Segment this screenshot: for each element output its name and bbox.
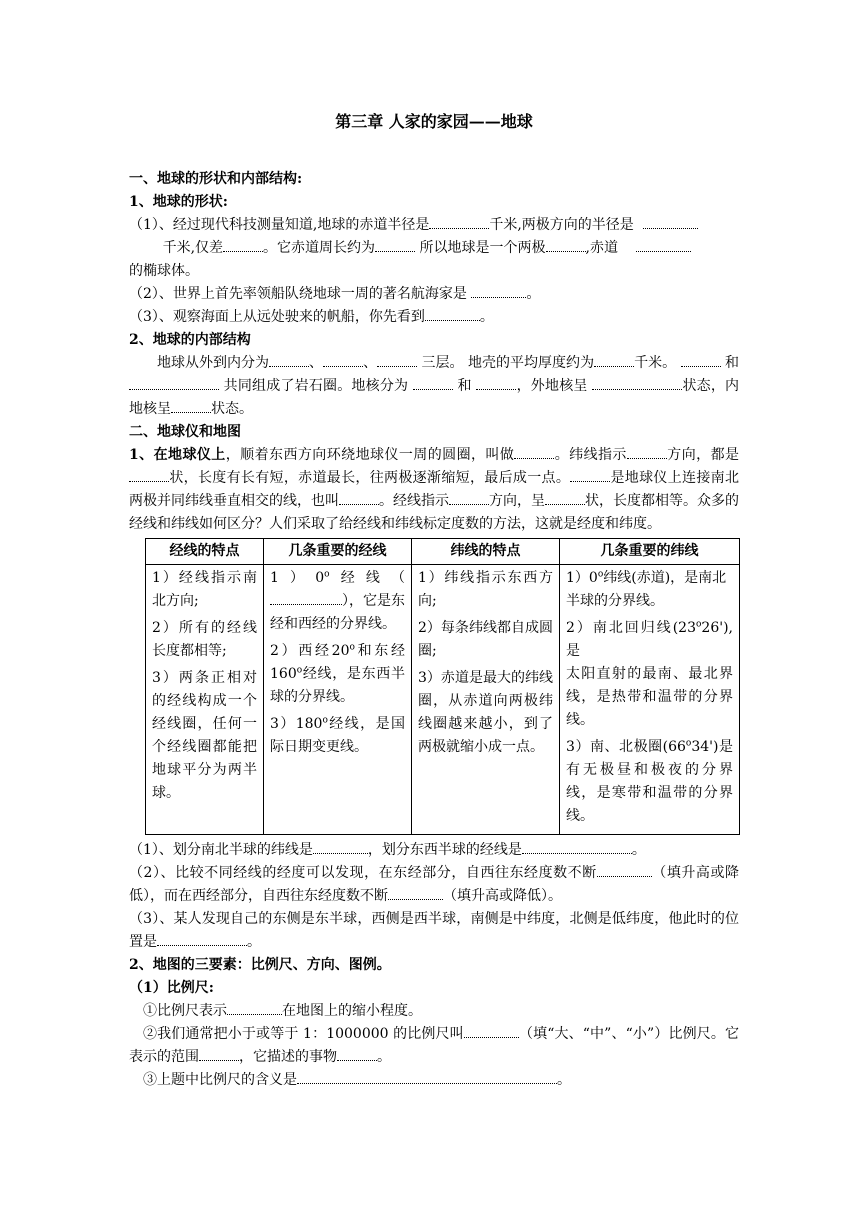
blank[interactable] <box>627 445 667 459</box>
text: 。 <box>479 309 494 325</box>
question-navigator <box>129 283 739 306</box>
blank[interactable] <box>388 886 443 900</box>
text: 2）西经20 <box>270 643 350 659</box>
list-item: 1）经线指示南北方向; <box>152 570 257 609</box>
question-longitude-change <box>129 862 739 908</box>
text: 1）0 <box>270 570 325 586</box>
blank[interactable] <box>129 376 219 390</box>
text: 地球从外到内分为 <box>157 355 270 371</box>
text: 和 <box>457 378 472 394</box>
list-item: 1）纬线指示东西方向; <box>418 570 553 609</box>
blank[interactable] <box>514 445 554 459</box>
text: 3）南、北极圈(66 <box>566 739 686 755</box>
list-item <box>270 567 405 636</box>
text: 状态，内地核呈 <box>129 378 740 417</box>
page-title: 第三章 人家的家园——地球 <box>335 112 533 131</box>
text: 。 <box>377 1049 391 1065</box>
text: 。 <box>526 286 541 302</box>
text: 经线，是东西半球的分界线。 <box>270 666 405 705</box>
blank[interactable] <box>425 307 480 321</box>
text: 3）180 <box>270 716 323 732</box>
blank[interactable] <box>592 376 682 390</box>
section-heading-2: 二、地球仪和地图 <box>129 424 241 440</box>
subheading-earth-structure: 2、地球的内部结构 <box>129 332 251 348</box>
text: 26'),是 <box>566 620 733 659</box>
text: 在地图上的缩小程度。 <box>282 1003 422 1019</box>
text: 方向，都是 <box>666 447 740 463</box>
text: 半球的分界线。 <box>566 593 664 609</box>
degree-sign: o <box>296 665 303 676</box>
text: 太阳直射的最南、最北界线，是热带和温带的分界线。 <box>566 666 733 728</box>
table-cell-important-meridians <box>264 565 412 835</box>
text: 经线，是国际日期变更线。 <box>270 716 405 755</box>
degree-sign: o <box>685 738 692 749</box>
question-scale-definition <box>129 1069 739 1092</box>
text: ，它描述的事物 <box>239 1049 337 1065</box>
table-header: 几条重要的经线 <box>264 539 412 565</box>
text: 和东经160 <box>270 643 405 682</box>
text: 1）0 <box>566 570 598 586</box>
blank[interactable] <box>636 238 691 252</box>
blank[interactable] <box>269 353 309 367</box>
text: （3）、某人发现自己的东侧是东半球，西侧是西半球，南侧是中纬度，北侧是低纬度，他此时的位置是 <box>129 911 739 950</box>
blank[interactable] <box>449 491 489 505</box>
text: 状态。 <box>211 401 253 417</box>
blank[interactable] <box>681 353 721 367</box>
text: 的椭球体。 <box>129 263 199 279</box>
subheading-map-elements: 2、地图的三要素：比例尺、方向、图例。 <box>129 957 391 973</box>
degree-sign: o <box>696 619 702 630</box>
blank[interactable] <box>339 491 379 505</box>
list-item <box>566 617 733 732</box>
text: 状，长度都相等。众多的经线和纬线如何区分？人们采取了给经线和纬线标定度数的方法，这就是经度和纬度。 <box>129 493 739 532</box>
blank[interactable] <box>476 376 516 390</box>
text: ③上题中比例尺的含义是 <box>143 1072 297 1088</box>
list-item <box>566 736 733 828</box>
blank[interactable] <box>223 238 263 252</box>
table-header: 经线的特点 <box>146 539 264 565</box>
text: 2）南北回归线(23 <box>566 620 696 636</box>
text: 千米,仅差 <box>162 240 224 256</box>
worksheet-page <box>129 110 739 1092</box>
question-earth-radius <box>129 214 739 283</box>
blank[interactable] <box>270 591 342 605</box>
degree-sign: o <box>597 569 604 580</box>
text: 和 <box>725 355 740 371</box>
text: 。 <box>631 842 646 858</box>
text: （3）、观察海面上从远处驶来的帆船，你先看到 <box>129 309 425 325</box>
section-heading-1: 一、地球的形状和内部结构: <box>129 171 303 187</box>
degree-sign: o <box>349 642 355 653</box>
text: ，顺着东西方向环绕地球仪一周的圆圈，叫做 <box>225 447 515 463</box>
blank[interactable] <box>199 1047 239 1061</box>
table-cell-meridian-features <box>146 565 264 835</box>
text: 是地球仪上连接南北两极并同纬线垂直相交的线，也叫 <box>129 470 739 509</box>
text: ），它是东经和西经的分界线。 <box>270 593 405 632</box>
text: 千米,两极方向的半径是 <box>489 217 634 233</box>
blank[interactable] <box>375 238 415 252</box>
blank[interactable] <box>413 376 453 390</box>
blank[interactable] <box>570 468 610 482</box>
text: 。纬线指示 <box>554 447 627 463</box>
blank[interactable] <box>522 840 632 854</box>
table-header: 几条重要的纬线 <box>560 539 740 565</box>
blank[interactable] <box>464 1024 519 1038</box>
blank[interactable] <box>171 399 211 413</box>
text: 三层。 地壳的平均厚度约为 <box>421 355 595 371</box>
text: 。 <box>557 1072 571 1088</box>
blank[interactable] <box>157 932 247 946</box>
blank[interactable] <box>337 1047 377 1061</box>
question-sailboat <box>129 306 739 329</box>
paragraph-earth-structure <box>129 352 739 421</box>
list-item <box>566 567 733 613</box>
list-item: 3）两条正相对的经线构成一个经线圈，任何一个经线圈都能把地球平分为两半球。 <box>152 670 257 801</box>
subheading-scale: （1）比例尺: <box>129 980 214 996</box>
table-cell-parallel-features <box>412 565 560 835</box>
text: （2）、世界上首先率领船队绕地球一周的著名航海家是 <box>129 286 467 302</box>
text: 、 <box>363 355 378 371</box>
list-item: 2）每条纬线都自成圆圈; <box>418 620 553 659</box>
text: 。 <box>247 934 261 950</box>
paragraph-globe <box>129 444 739 536</box>
text: 经线（ <box>329 570 405 586</box>
text: 。它赤道周长约为 <box>263 240 376 256</box>
blank[interactable] <box>594 353 634 367</box>
text: ①比例尺表示 <box>143 1003 227 1019</box>
blank[interactable] <box>429 215 489 229</box>
table-cell-important-parallels <box>560 565 740 835</box>
blank[interactable] <box>323 353 363 367</box>
text: （填升高或降低），而在西经部分，自西往东经度数不断 <box>129 865 740 904</box>
list-item: 3）赤道是最大的纬线圈，从赤道向两极纬线圈越来越小，到了两极就缩小成一点。 <box>418 670 553 755</box>
blank[interactable] <box>546 238 586 252</box>
blank[interactable] <box>313 840 368 854</box>
table-row <box>146 565 740 835</box>
blank[interactable] <box>471 284 526 298</box>
blank[interactable] <box>129 468 169 482</box>
text: 状，长度有长有短，赤道最长，往两极逐渐缩短，最后成一点。 <box>169 470 571 486</box>
question-scale-meaning <box>129 1000 739 1023</box>
text: （填升高或降低）。 <box>443 888 562 904</box>
text: 纬线(赤道)，是南北 <box>603 570 727 586</box>
blank[interactable] <box>377 353 417 367</box>
list-item <box>270 713 405 759</box>
text: （2）、比较不同经线的经度可以发现，在东经部分，自西往东经度数不断 <box>129 865 597 881</box>
text: 。经线指示 <box>379 493 449 509</box>
text: 所以地球是一个两极 <box>419 240 546 256</box>
text: ②我们通常把小于或等于 1：1000000 的比例尺叫 <box>143 1026 464 1042</box>
text: ,赤道 <box>585 240 618 256</box>
text: 34')是有无极昼和极夜的分界线，是寒带和温带的分界线。 <box>566 739 734 824</box>
table-header: 纬线的特点 <box>412 539 560 565</box>
text: 共同组成了岩石圈。地核分为 <box>223 378 409 394</box>
blank[interactable] <box>597 863 652 877</box>
question-position <box>129 908 739 954</box>
text: （1）、经过现代科技测量知道,地球的赤道半径是 <box>129 217 430 233</box>
blank[interactable] <box>643 215 698 229</box>
subheading-earth-shape: 1、地球的形状: <box>129 194 228 210</box>
meridian-parallel-table <box>145 538 740 835</box>
text: 、 <box>309 355 324 371</box>
blank[interactable] <box>297 1070 557 1084</box>
blank[interactable] <box>545 491 585 505</box>
blank[interactable] <box>227 1001 282 1015</box>
text: 1、在地球仪上 <box>129 447 226 463</box>
list-item: 2）所有的经线长度都相等; <box>152 620 257 659</box>
text: （填“大、“中”、“小”）比例尺。它表示的范围 <box>129 1026 739 1065</box>
question-small-scale <box>129 1023 739 1069</box>
question-hemisphere-lines <box>129 839 739 862</box>
degree-sign: o <box>324 569 330 580</box>
text: 方向，呈 <box>489 493 545 509</box>
table-header-row <box>146 539 740 565</box>
text: ，划分东西半球的经线是 <box>367 842 522 858</box>
degree-sign: o <box>322 715 328 726</box>
text: ，外地核呈 <box>516 378 588 394</box>
list-item <box>270 640 405 709</box>
text: 千米。 <box>634 355 677 371</box>
text: （1）、划分南北半球的纬线是 <box>129 842 313 858</box>
